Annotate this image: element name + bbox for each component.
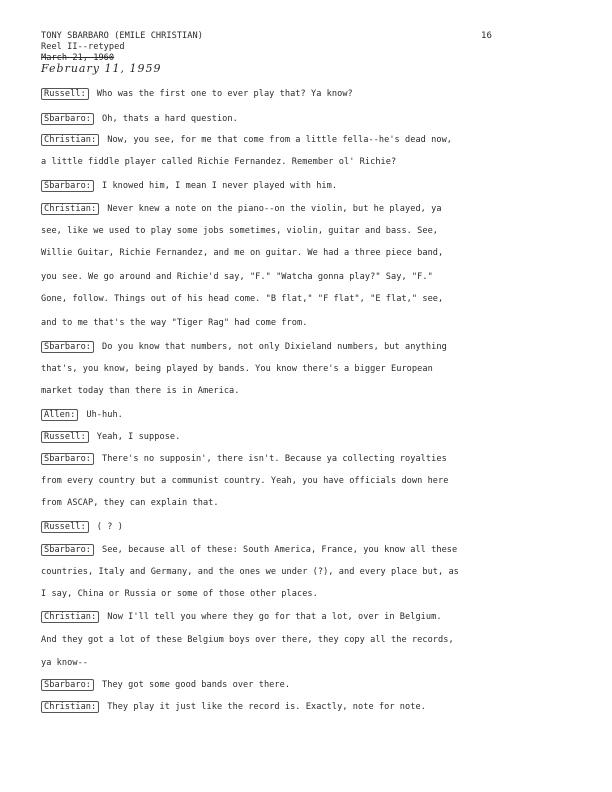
speaker-label: Sbarbaro:	[41, 679, 94, 691]
line-text: Now, you see, for me that come from a little fella--he's dead now,	[107, 135, 453, 145]
speaker-label: Sbarbaro:	[41, 453, 94, 465]
line-text: And they got a lot of these Belgium boys over there, they copy all the records,	[41, 635, 454, 645]
speaker-label: Russell:	[41, 431, 89, 443]
transcript-line	[41, 431, 180, 443]
transcript-line	[41, 226, 438, 237]
transcript-line	[41, 679, 290, 691]
line-text: There's no supposin', there isn't. Because ya collecting royalties	[102, 454, 447, 464]
transcript-line	[41, 248, 443, 259]
speaker-label: Sbarbaro:	[41, 180, 94, 192]
line-text: ( ? )	[96, 522, 123, 532]
speaker-label: Russell:	[41, 521, 89, 533]
transcript-line	[41, 386, 240, 397]
line-text: Who was the first one to ever play that? Ya know?	[96, 89, 353, 99]
transcript-line	[41, 364, 433, 375]
page-number: 16	[481, 31, 492, 41]
transcript-line	[41, 498, 219, 509]
transcript-line	[41, 611, 442, 623]
transcript-line	[41, 567, 459, 578]
transcript-line	[41, 658, 88, 669]
line-text: Yeah, I suppose.	[96, 432, 181, 442]
transcript-line	[41, 476, 448, 487]
speaker-label: Sbarbaro:	[41, 341, 94, 353]
transcript-line	[41, 521, 123, 533]
transcript-line	[41, 294, 443, 305]
transcript-line	[41, 341, 447, 353]
line-text: Uh-huh.	[86, 410, 123, 420]
header-handwritten-date: February 11, 1959	[41, 62, 162, 75]
transcript-line	[41, 544, 457, 556]
line-text: countries, Italy and Germany, and the ones we under (?), and every place but, as	[41, 567, 459, 577]
transcript-line	[41, 272, 433, 283]
line-text: ya know--	[41, 658, 89, 668]
line-text: from every country but a communist country. Yeah, you have officials down here	[41, 476, 449, 486]
line-text: They got some good bands over there.	[102, 680, 291, 690]
line-text: See, because all of these: South America, France, you know all these	[102, 545, 458, 555]
speaker-label: Sbarbaro:	[41, 113, 94, 125]
line-text: Oh, thats a hard question.	[102, 114, 238, 124]
transcript-line	[41, 409, 123, 421]
transcript-line	[41, 157, 396, 168]
header-title: TONY SBARBARO (EMILE CHRISTIAN)	[41, 31, 203, 41]
line-text: Gone, follow. Things out of his head come. "B flat," "F flat", "E flat," see,	[41, 294, 444, 304]
transcript-line	[41, 701, 426, 713]
transcript-line	[41, 88, 353, 100]
line-text: Now I'll tell you where they go for that a lot, over in Belgium.	[107, 612, 442, 622]
line-text: They play it just like the record is. Exactly, note for note.	[107, 702, 426, 712]
speaker-label: Christian:	[41, 701, 99, 713]
line-text: and to me that's the way "Tiger Rag" had come from.	[41, 318, 308, 328]
speaker-label: Sbarbaro:	[41, 544, 94, 556]
header-struck-date: March 21, 1960	[41, 53, 115, 63]
speaker-label: Christian:	[41, 611, 99, 623]
transcript-line	[41, 453, 447, 465]
line-text: Do you know that numbers, not only Dixieland numbers, but anything	[102, 342, 447, 352]
line-text: market today than there is in America.	[41, 386, 240, 396]
header-reel: Reel II--retyped	[41, 42, 125, 52]
line-text: Never knew a note on the piano--on the violin, but he played, ya	[107, 204, 442, 214]
line-text: Willie Guitar, Richie Fernandez, and me on guitar. We had a three piece band,	[41, 248, 444, 258]
transcript-line	[41, 113, 238, 125]
line-text: I knowed him, I mean I never played with him.	[102, 181, 338, 191]
line-text: I say, China or Russia or some of those other places.	[41, 589, 318, 599]
transcript-line	[41, 180, 337, 192]
speaker-label: Christian:	[41, 203, 99, 215]
transcript-line	[41, 318, 307, 329]
line-text: that's, you know, being played by bands. You know there's a bigger European	[41, 364, 433, 374]
speaker-label: Russell:	[41, 88, 89, 100]
line-text: from ASCAP, they can explain that.	[41, 498, 219, 508]
line-text: see, like we used to play some jobs sometimes, violin, guitar and bass. See,	[41, 226, 439, 236]
transcript-line	[41, 134, 452, 146]
speaker-label: Allen:	[41, 409, 78, 421]
transcript-line	[41, 589, 318, 600]
transcript-line	[41, 635, 454, 646]
line-text: you see. We go around and Richie'd say, "F." "Watcha gonna play?" Say, "F."	[41, 272, 433, 282]
transcript-line	[41, 203, 442, 215]
speaker-label: Christian:	[41, 134, 99, 146]
line-text: a little fiddle player called Richie Fernandez. Remember ol' Richie?	[41, 157, 397, 167]
